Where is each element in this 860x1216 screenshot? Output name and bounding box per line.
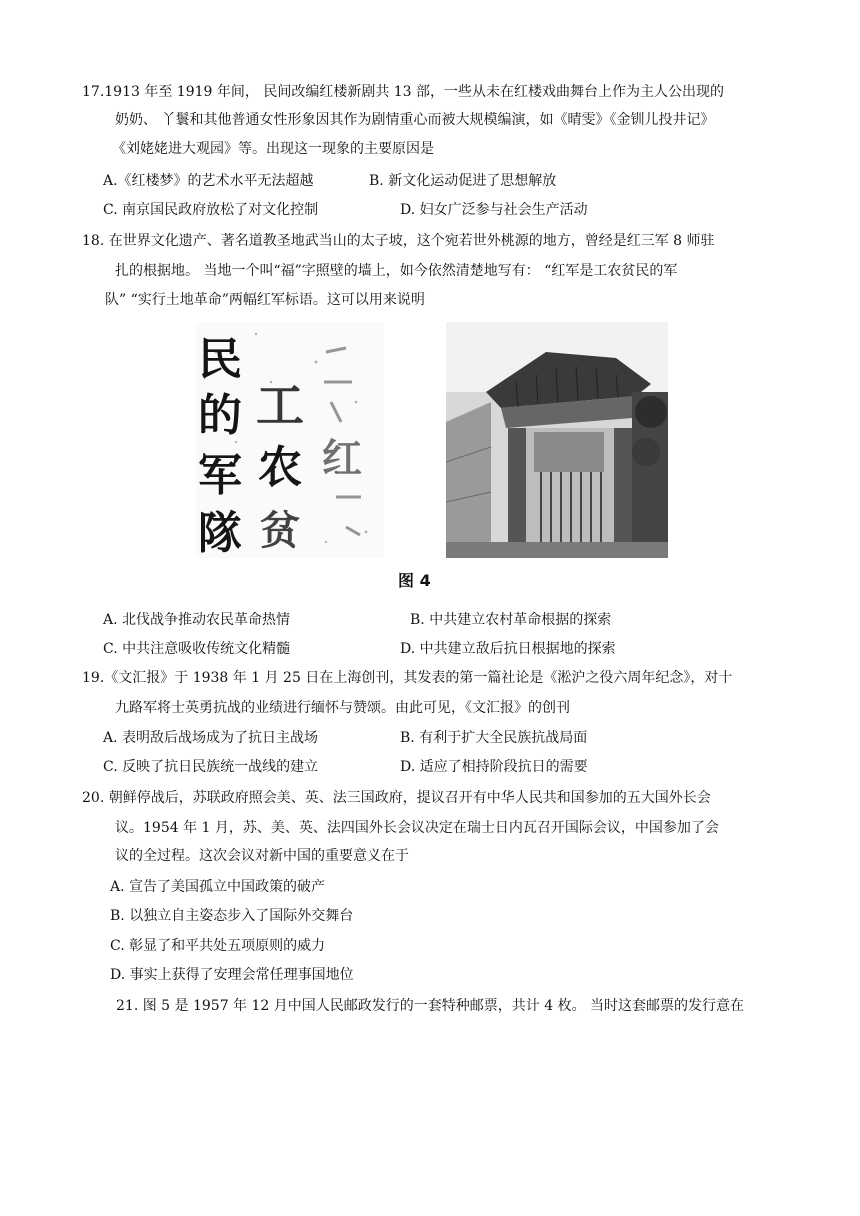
q19-option-b[interactable]: B. 有利于扩大全民族抗战局面 (400, 730, 588, 746)
q17-line-3: 《刘姥姥进大观园》等。出现这一现象的主要原因是 (112, 141, 434, 157)
q20-line-3: 议的全过程。这次会议对新中国的重要意义在于 (115, 848, 409, 864)
slogan-char-3: 工 (256, 378, 305, 434)
q18-option-a[interactable]: A. 北伐战争推动农民革命热情 (103, 612, 291, 628)
slogan-char-5: 军 (198, 450, 242, 501)
q19-line-1: 19.《文汇报》于 1938 年 1 月 25 日在上海创刊，其发表的第一篇社论是《淞沪之役六周年纪念》，对十 (82, 670, 733, 686)
q19-option-c[interactable]: C. 反映了抗日民族统一战线的建立 (103, 759, 319, 775)
q20-option-c[interactable]: C. 彰显了和平共处五项原则的威力 (110, 938, 326, 954)
q17-option-c[interactable]: C. 南京国民政府放松了对文化控制 (103, 202, 319, 218)
q18-line-2: 扎的根据地。 当地一个叫“福”字照壁的墙上，如今依然清楚地写有： “红军是工农贫民的军 (115, 263, 678, 279)
slogan-char-4: 农 (258, 442, 302, 493)
q21-line-1: 21. 图 5 是 1957 年 12 月中国人民邮政发行的一套特种邮票，共计 4 枚。 当时这套邮票的发行意在 (116, 998, 745, 1014)
q18-line-1: 18. 在世界文化遗产、著名道教圣地武当山的太子坡，这个宛若世外桃源的地方，曾经是红三军 8 师驻 (82, 233, 715, 249)
q20-option-d[interactable]: D. 事实上获得了安理会常任理事国地位 (110, 967, 354, 983)
q17-option-d[interactable]: D. 妇女广泛参与社会生产活动 (400, 202, 588, 218)
q20-option-b[interactable]: B. 以独立自主姿态步入了国际外交舞台 (110, 908, 354, 924)
q19-option-a[interactable]: A. 表明敌后战场成为了抗日主战场 (103, 730, 319, 746)
slogan-char-7: 隊 (198, 508, 242, 558)
q20-line-2: 议。1954 年 1 月，苏、美、英、法四国外长会议决定在瑞士日内瓦召开国际会议，中国参加了会 (115, 820, 719, 836)
slogan-char-1: 民 (198, 334, 242, 385)
gate-photo-icon (446, 322, 668, 558)
q18-option-b[interactable]: B. 中共建立农村革命根据的探索 (410, 612, 612, 628)
q18-line-3: 队” “实行土地革命”两幅红军标语。这可以用来说明 (105, 292, 425, 308)
slogan-char-2: 的 (198, 390, 242, 441)
q17-option-a[interactable]: A.《红楼梦》的艺术水平无法超越 (103, 173, 314, 189)
q17-option-b[interactable]: B. 新文化运动促进了思想解放 (369, 173, 557, 189)
q18-option-d[interactable]: D. 中共建立敌后抗日根据地的探索 (400, 641, 616, 657)
q20-option-a[interactable]: A. 宣告了美国孤立中国政策的破产 (110, 879, 326, 895)
slogan-char-6: 贫 (260, 507, 300, 554)
q17-line-2: 奶奶、 丫鬟和其他普通女性形象因其作为剧情重心而被大规模编演，如《晴雯》《金钏儿投井记》 (115, 112, 715, 128)
q19-line-2: 九路军将士英勇抗战的业绩进行缅怀与赞颂。由此可见，《文汇报》的创刊 (115, 700, 570, 716)
q20-line-1: 20. 朝鲜停战后，苏联政府照会美、英、法三国政府，提议召开有中华人民共和国参加的五大国外长会 (82, 790, 711, 806)
figure4-caption: 图 4 (398, 571, 431, 590)
figure4-slogan-image (196, 322, 384, 558)
q19-option-d[interactable]: D. 适应了相持阶段抗日的需要 (400, 759, 588, 775)
q18-option-c[interactable]: C. 中共注意吸收传统文化精髓 (103, 641, 291, 657)
q17-line-1: 17.1913 年至 1919 年间， 民间改编红楼新剧共 13 部，一些从未在红楼戏曲舞台上作为主人公出现的 (82, 84, 725, 100)
slogan-char-8: 红 (322, 435, 362, 482)
figure4-gate-photo (446, 322, 668, 558)
calligraphy-icon (196, 322, 384, 558)
